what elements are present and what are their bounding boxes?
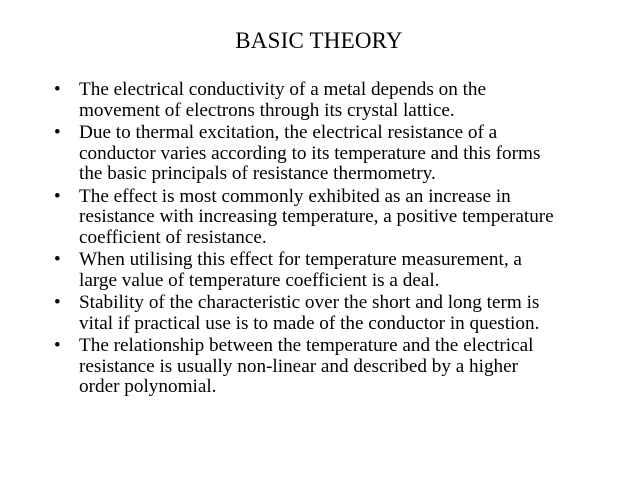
bullet-item <box>54 250 614 291</box>
bullet-line: the basic principals of resistance thermometry. <box>79 163 436 184</box>
bullet-item <box>54 187 614 249</box>
bullet-item <box>54 80 614 121</box>
bullet-line: The effect is most commonly exhibited as an increase in <box>79 185 511 207</box>
bullet-dot-icon: • <box>54 122 61 143</box>
bullet-dot-icon: • <box>54 79 61 100</box>
bullet-line: resistance with increasing temperature, a positive temperature <box>79 206 554 227</box>
bullet-text <box>79 250 614 291</box>
bullet-line: When utilising this effect for temperature measurement, a <box>79 249 522 270</box>
bullet-text <box>79 336 614 398</box>
bullet-line: conductor varies according to its temperature and this forms <box>79 142 541 164</box>
slide-title: BASIC THEORY <box>235 28 403 53</box>
bullet-line: movement of electrons through its crystal lattice. <box>79 99 455 121</box>
bullet-text <box>79 80 614 121</box>
bullet-list <box>54 80 614 400</box>
bullet-item <box>54 123 614 185</box>
bullet-line: The electrical conductivity of a metal depends on the <box>79 79 487 100</box>
bullet-text <box>79 187 614 249</box>
bullet-item <box>54 293 614 334</box>
bullet-line: Due to thermal excitation, the electrical resistance of a <box>79 122 498 143</box>
bullet-text <box>79 123 614 185</box>
bullet-text <box>79 293 614 334</box>
bullet-line: coefficient of resistance. <box>79 226 267 248</box>
bullet-dot-icon: • <box>54 185 61 207</box>
bullet-line: resistance is usually non-linear and described by a higher <box>79 355 519 377</box>
bullet-dot-icon: • <box>54 292 61 313</box>
bullet-dot-icon: • <box>54 249 61 270</box>
bullet-line: Stability of the characteristic over the short and long term is <box>79 292 540 313</box>
bullet-line: The relationship between the temperature and the electrical <box>79 335 534 356</box>
bullet-dot-icon: • <box>54 335 61 356</box>
bullet-line: large value of temperature coefficient is a deal. <box>79 269 440 291</box>
bullet-line: vital if practical use is to made of the conductor in question. <box>79 312 540 334</box>
bullet-line: order polynomial. <box>79 376 217 397</box>
bullet-item <box>54 336 614 398</box>
